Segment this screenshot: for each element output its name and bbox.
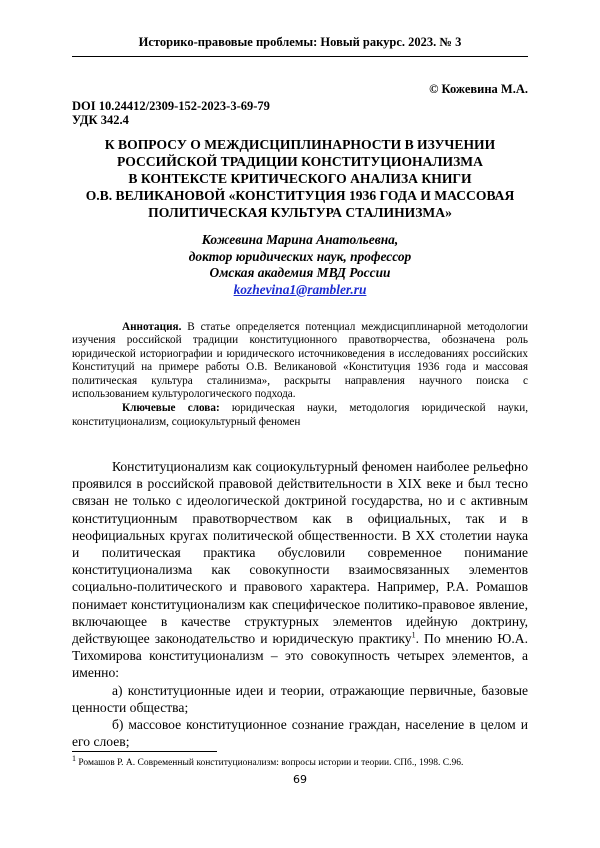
abstract-label: Аннотация.	[122, 321, 182, 333]
footnote-rule	[72, 751, 217, 752]
abstract-section	[72, 321, 528, 429]
doi: DOI 10.24412/2309-152-2023-3-69-79	[72, 99, 270, 113]
author-name: Кожевина Марина Анатольевна,	[201, 232, 399, 247]
identifiers	[72, 99, 270, 127]
body-text-span: Конституционализм как социокультурный феномен наиболее рельефно проявился в российской правовой действительности в XIX веке и был тесно связан не только с идеологической доктриной государства, но и с активным конституционным правотворчеством как в официальных, так и в неофициальных кругах политической общественности. В XX столетии наука и политическая практика обусловили современное понимание конституционализма как совокупности взаимосвязанных элементов социально-политического и правового характера. Например, Р.А. Ромашов понимает конституционализм как специфическое политико-правовое явление, включающее в качестве структурных элементов идейную доктрину, действующее законодательство и юридическую практику	[72, 459, 528, 647]
footnote	[72, 753, 528, 768]
article-body	[72, 458, 528, 750]
article-title	[72, 136, 528, 221]
title-line: К ВОПРОСУ О МЕЖДИСЦИПЛИНАРНОСТИ В ИЗУЧЕНИИ	[104, 137, 496, 152]
udk: УДК 342.4	[72, 113, 129, 127]
abstract	[72, 321, 528, 401]
keywords-text: юридическая науки, методология юридической науки, конституционализм, социокультурный феномен	[72, 402, 528, 428]
footnote-number: 1	[72, 753, 76, 763]
body-paragraph	[72, 458, 528, 682]
author-degree: доктор юридических наук, профессор	[188, 248, 412, 264]
keywords	[72, 402, 528, 429]
title-line: РОССИЙСКОЙ ТРАДИЦИИ КОНСТИТУЦИОНАЛИЗМА	[117, 154, 483, 169]
body-paragraph: б) массовое конституционное сознание граждан, население в целом и его слоев;	[72, 717, 528, 750]
title-line: В КОНТЕКСТЕ КРИТИЧЕСКОГО АНАЛИЗА КНИГИ	[128, 171, 472, 186]
running-header: Историко-правовые проблемы: Новый ракурс. 2023. № 3	[138, 35, 462, 49]
body-paragraph: а) конституционные идеи и теории, отражающие первичные, базовые ценности общества;	[72, 682, 528, 715]
copyright-notice: © Кожевина М.А.	[429, 82, 528, 96]
title-line: О.В. ВЕЛИКАНОВОЙ «КОНСТИТУЦИЯ 1936 ГОДА И МАССОВАЯ	[85, 188, 515, 203]
abstract-text: В статье определяется потенциал междисциплинарной методологии изучения российской традиции конституционного правотворчества, обозначена роль юридической историографии и юридического источниковедения в исследованиях российских Конституций на примере работы О.В. Великановой «Конституция 1936 года и массовая политическая культура сталинизма», раскрыты направления научного поиска с использованием культурологического подхода.	[72, 321, 528, 401]
keywords-label: Ключевые слова:	[122, 402, 220, 415]
author-email-link[interactable]: kozhevina1@rambler.ru	[233, 281, 367, 297]
footnote-ref[interactable]: 1	[411, 630, 416, 640]
author-affiliation: Омская академия МВД России	[209, 265, 391, 280]
footnote-text: Ромашов Р. А. Современный конституционализм: вопросы истории и теории. СПб., 1998. С.96.	[76, 758, 464, 768]
title-line: ПОЛИТИЧЕСКАЯ КУЛЬТУРА СТАЛИНИЗМА»	[148, 205, 452, 220]
body-text-span: . По мнению Ю.А. Тихомирова конституционализм – это совокупность четырех элементов, а именно:	[72, 631, 528, 681]
author-block	[72, 232, 528, 298]
header-rule	[72, 56, 528, 57]
page-number: 69	[293, 773, 307, 786]
